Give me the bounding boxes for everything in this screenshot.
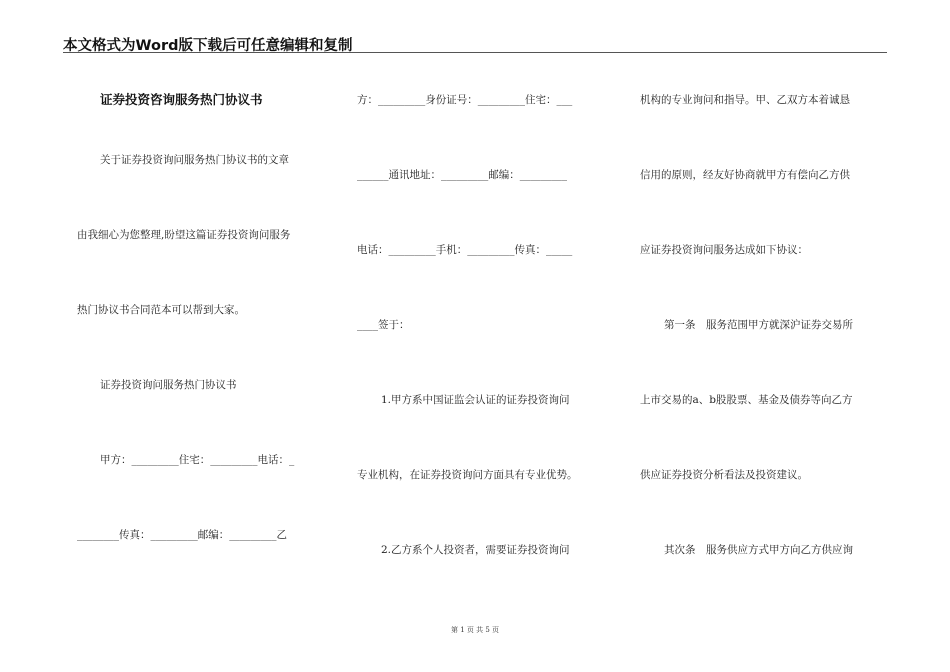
body-line: 2.乙方系个人投资者，需要证券投资询问: [381, 544, 570, 556]
section-heading: 证券投资询问服务热门协议书: [100, 379, 237, 391]
header-divider: [63, 52, 887, 53]
body-line: 信用的原则，经友好协商就甲方有偿向乙方供: [640, 169, 850, 181]
body-line: 1.甲方系中国证监会认证的证券投资询问: [381, 394, 570, 406]
body-line: 甲方：_________住宅：_________电话：_: [100, 454, 295, 466]
body-line: 专业机构，在证券投资询问方面具有专业优势。: [357, 469, 578, 481]
article-heading: 其次条 服务供应方式甲方向乙方供应询: [664, 544, 853, 556]
page-footer: 第 1 页 共 5 页: [450, 626, 500, 634]
body-line: ______通讯地址：_________邮编：_________: [357, 169, 567, 181]
body-line: 热门协议书合同范本可以帮到大家。: [77, 304, 245, 316]
body-line: 关于证券投资询问服务热门协议书的文章: [100, 154, 289, 166]
body-line: 电话：_________手机：_________传真：_____: [357, 244, 573, 256]
body-line: 供应证券投资分析看法及投资建议。: [640, 469, 808, 481]
body-line: 方：_________身份证号：_________住宅：___: [357, 94, 573, 106]
document-title: 证券投资咨询服务热门协议书: [100, 92, 263, 107]
body-line: 应证券投资询问服务达成如下协议：: [640, 244, 808, 256]
body-line: ________传真：_________邮编：_________乙: [77, 529, 287, 541]
body-line: 由我细心为您整理,盼望这篇证券投资询问服务: [77, 229, 291, 241]
page-header-title: 本文格式为Word版下载后可任意编辑和复制: [63, 38, 353, 54]
article-heading: 第一条 服务范围甲方就深沪证券交易所: [664, 319, 853, 331]
body-line: 上市交易的a、b股股票、基金及债券等向乙方: [640, 394, 853, 406]
body-line: ____签于：: [357, 319, 410, 331]
body-line: 机构的专业询问和指导。甲、乙双方本着诚恳: [640, 94, 850, 106]
